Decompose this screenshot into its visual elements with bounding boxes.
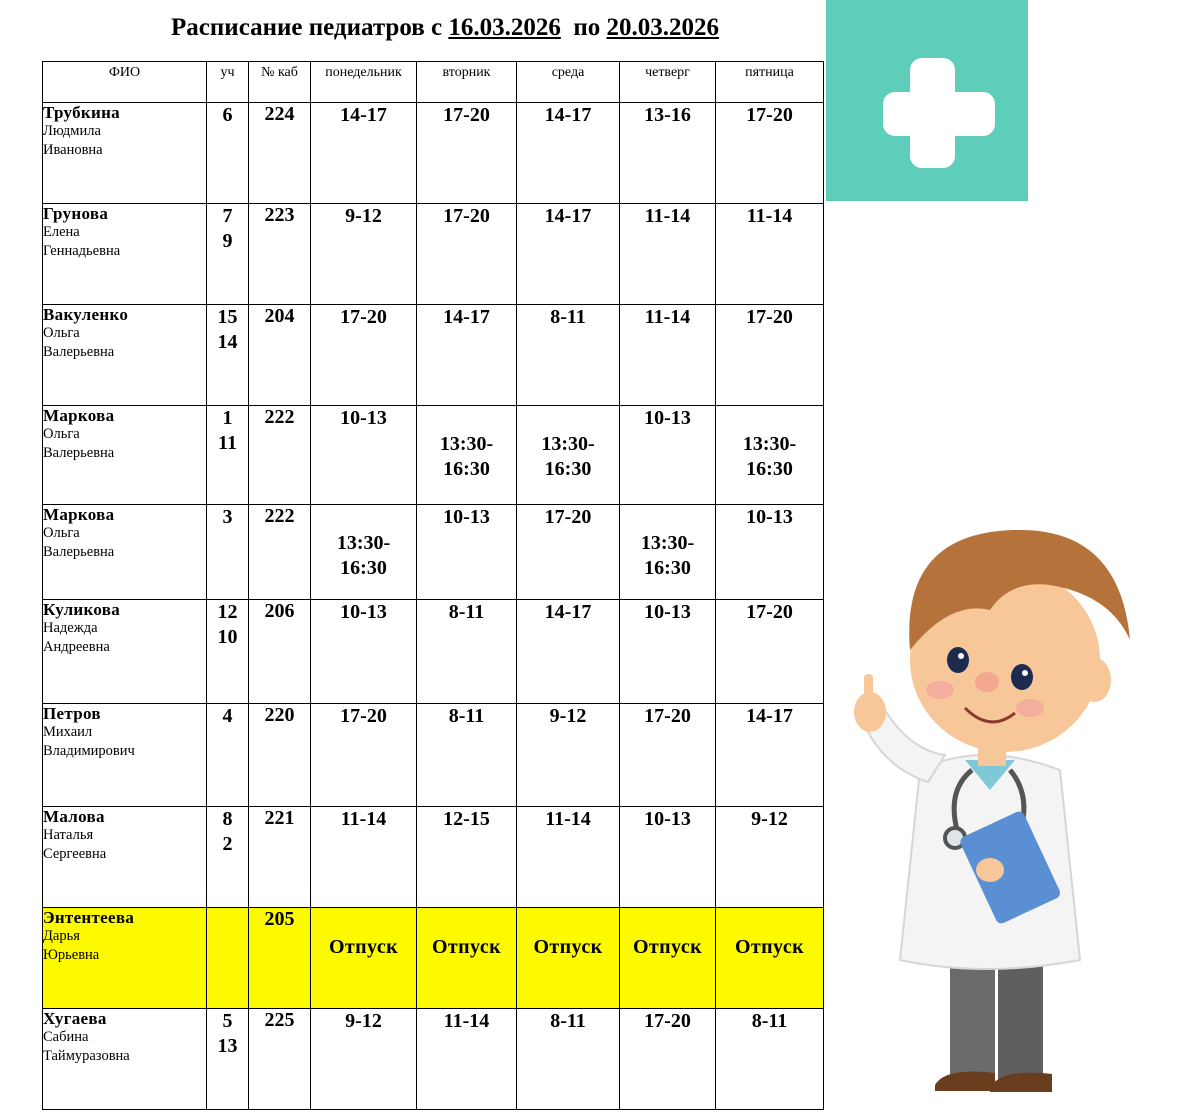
schedule-cell: 11-14	[620, 305, 716, 406]
doctor-name-cell	[43, 600, 207, 704]
schedule-cell: 11-14	[620, 204, 716, 305]
schedule-cell: 17-20	[716, 103, 824, 204]
section-cell	[207, 505, 249, 600]
section-number: 4	[222, 705, 233, 727]
doctor-first-name: Людмила	[43, 123, 101, 139]
doctor-patronymic: Юрьевна	[43, 947, 100, 963]
room-cell: 220	[249, 704, 311, 807]
schedule-table	[42, 61, 824, 1110]
doctor-last-name: Маркова	[43, 406, 115, 425]
section-number: 5	[222, 1010, 233, 1032]
schedule-cell: 17-20	[517, 505, 620, 600]
schedule-cell: Отпуск	[417, 908, 517, 1009]
table-row	[43, 305, 824, 406]
title-date-to: 20.03.2026	[606, 14, 719, 41]
schedule-cell: 13:30- 16:30	[716, 406, 824, 505]
schedule-cell: 9-12	[311, 204, 417, 305]
schedule-cell: 11-14	[311, 807, 417, 908]
table-row	[43, 807, 824, 908]
title-date-from: 16.03.2026	[448, 14, 561, 41]
column-header: понедельник	[311, 62, 417, 103]
doctor-first-name: Наталья	[43, 827, 94, 843]
column-header: № каб	[249, 62, 311, 103]
schedule-cell: Отпуск	[620, 908, 716, 1009]
doctor-patronymic: Валерьевна	[43, 445, 115, 461]
schedule-cell: 17-20	[417, 103, 517, 204]
room-cell: 225	[249, 1009, 311, 1110]
section-cell	[207, 908, 249, 1009]
doctor-last-name: Петров	[43, 704, 101, 723]
doctor-name-cell	[43, 1009, 207, 1110]
doctor-last-name: Вакуленко	[43, 305, 129, 324]
column-header: уч	[207, 62, 249, 103]
room-cell: 221	[249, 807, 311, 908]
schedule-cell: Отпуск	[517, 908, 620, 1009]
doctor-patronymic: Валерьевна	[43, 544, 115, 560]
schedule-cell: 17-20	[311, 704, 417, 807]
schedule-cell: 17-20	[620, 704, 716, 807]
room-cell: 222	[249, 406, 311, 505]
doctor-patronymic: Таймуразовна	[43, 1048, 130, 1064]
schedule-cell: 11-14	[716, 204, 824, 305]
schedule-cell: 14-17	[417, 305, 517, 406]
table-row	[43, 600, 824, 704]
doctor-last-name: Грунова	[43, 204, 109, 223]
doctor-first-name: Дарья	[43, 928, 80, 944]
room-cell: 222	[249, 505, 311, 600]
schedule-cell: 8-11	[417, 600, 517, 704]
section-cell	[207, 1009, 249, 1110]
doctor-first-name: Ольга	[43, 426, 80, 442]
schedule-cell: 13-16	[620, 103, 716, 204]
schedule-cell: 14-17	[716, 704, 824, 807]
schedule-cell: 10-13	[620, 406, 716, 505]
section-cell	[207, 807, 249, 908]
schedule-cell: 10-13	[417, 505, 517, 600]
doctor-first-name: Ольга	[43, 325, 80, 341]
table-row	[43, 204, 824, 305]
doctor-last-name: Малова	[43, 807, 105, 826]
column-header: четверг	[620, 62, 716, 103]
schedule-cell: 10-13	[620, 600, 716, 704]
schedule-cell: 9-12	[716, 807, 824, 908]
schedule-cell: Отпуск	[311, 908, 417, 1009]
schedule-cell: 17-20	[716, 305, 824, 406]
section-number: 12	[217, 601, 238, 623]
room-cell: 223	[249, 204, 311, 305]
schedule-cell: Отпуск	[716, 908, 824, 1009]
table-row	[43, 908, 824, 1009]
room-cell: 204	[249, 305, 311, 406]
doctor-patronymic: Владимирович	[43, 743, 135, 759]
schedule-cell: 9-12	[311, 1009, 417, 1110]
schedule-cell: 13:30- 16:30	[517, 406, 620, 505]
doctor-patronymic: Ивановна	[43, 142, 103, 158]
section-cell	[207, 103, 249, 204]
doctor-last-name: Куликова	[43, 600, 121, 619]
table-row	[43, 704, 824, 807]
doctor-first-name: Надежда	[43, 620, 98, 636]
schedule-cell: 14-17	[517, 204, 620, 305]
section-number: 1	[222, 407, 233, 429]
doctor-last-name: Энтентеева	[43, 908, 135, 927]
schedule-cell: 10-13	[311, 600, 417, 704]
schedule-cell: 8-11	[716, 1009, 824, 1110]
schedule-cell: 17-20	[417, 204, 517, 305]
doctor-illustration	[840, 520, 1150, 1110]
section-number: 2	[222, 833, 233, 855]
doctor-patronymic: Валерьевна	[43, 344, 115, 360]
table-row	[43, 103, 824, 204]
doctor-patronymic: Геннадьевна	[43, 243, 121, 259]
doctor-name-cell	[43, 505, 207, 600]
doctor-name-cell	[43, 807, 207, 908]
schedule-cell: 14-17	[517, 103, 620, 204]
doctor-patronymic: Сергеевна	[43, 846, 107, 862]
section-cell	[207, 406, 249, 505]
schedule-cell: 17-20	[716, 600, 824, 704]
schedule-cell: 8-11	[417, 704, 517, 807]
schedule-cell: 14-17	[517, 600, 620, 704]
doctor-name-cell	[43, 204, 207, 305]
table-row	[43, 1009, 824, 1110]
doctor-name-cell	[43, 908, 207, 1009]
section-number: 8	[222, 808, 233, 830]
schedule-cell: 17-20	[311, 305, 417, 406]
section-cell	[207, 704, 249, 807]
doctor-last-name: Маркова	[43, 505, 115, 524]
column-header: ФИО	[43, 62, 207, 103]
title-prefix: Расписание педиатров с	[171, 14, 449, 41]
title-middle: по	[560, 14, 607, 41]
room-cell: 224	[249, 103, 311, 204]
header-row	[43, 62, 824, 103]
schedule-cell: 14-17	[311, 103, 417, 204]
section-number: 6	[222, 104, 233, 126]
doctor-name-cell	[43, 305, 207, 406]
schedule-cell: 11-14	[417, 1009, 517, 1110]
doctor-first-name: Сабина	[43, 1029, 89, 1045]
schedule-cell: 11-14	[517, 807, 620, 908]
section-cell	[207, 204, 249, 305]
column-header: пятница	[716, 62, 824, 103]
column-header: вторник	[417, 62, 517, 103]
schedule-cell: 10-13	[620, 807, 716, 908]
section-number: 13	[217, 1035, 238, 1057]
page-title	[60, 14, 830, 42]
section-number: 3	[222, 506, 233, 528]
column-header: среда	[517, 62, 620, 103]
schedule-cell: 12-15	[417, 807, 517, 908]
doctor-last-name: Трубкина	[43, 103, 120, 122]
medical-plus-icon	[826, 0, 1028, 201]
doctor-first-name: Елена	[43, 224, 80, 240]
schedule-cell: 13:30- 16:30	[620, 505, 716, 600]
doctor-first-name: Михаил	[43, 724, 93, 740]
table-row	[43, 406, 824, 505]
schedule-cell: 13:30- 16:30	[311, 505, 417, 600]
schedule-cell: 13:30- 16:30	[417, 406, 517, 505]
schedule-cell: 10-13	[716, 505, 824, 600]
doctor-name-cell	[43, 406, 207, 505]
room-cell: 206	[249, 600, 311, 704]
section-number: 7	[222, 205, 233, 227]
room-cell: 205	[249, 908, 311, 1009]
section-number: 15	[217, 306, 238, 328]
schedule-cell: 8-11	[517, 305, 620, 406]
schedule-cell: 9-12	[517, 704, 620, 807]
doctor-patronymic: Андреевна	[43, 639, 110, 655]
section-number: 14	[217, 331, 238, 353]
section-cell	[207, 600, 249, 704]
doctor-last-name: Хугаева	[43, 1009, 107, 1028]
section-cell	[207, 305, 249, 406]
schedule-cell: 17-20	[620, 1009, 716, 1110]
doctor-first-name: Ольга	[43, 525, 80, 541]
schedule-cell: 10-13	[311, 406, 417, 505]
schedule-cell: 8-11	[517, 1009, 620, 1110]
doctor-name-cell	[43, 103, 207, 204]
table-row	[43, 505, 824, 600]
section-number: 10	[217, 626, 238, 648]
section-number: 11	[218, 432, 237, 454]
doctor-name-cell	[43, 704, 207, 807]
section-number: 9	[222, 230, 233, 252]
